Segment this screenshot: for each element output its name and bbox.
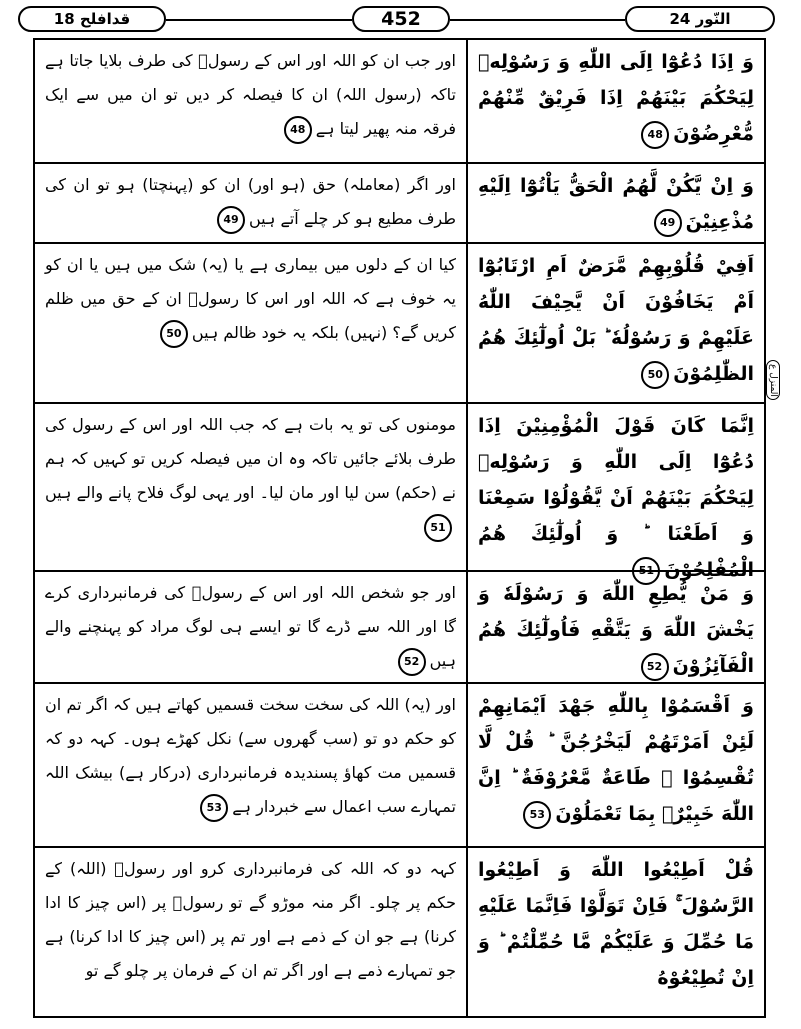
urdu-text: اور اگر (معاملہ) حق (ہو اور) ان کو (پہنچتا) ہو تو ان کی طرف مطیع ہو کر چلے آتے ہیں (45, 175, 456, 228)
urdu-text: مومنوں کی تو یہ بات ہے کہ جب اللہ اور اس کے رسول کی طرف بلائے جائیں تاکہ وہ ان میں فیصلہ کریں تو کہیں کہ ہم نے (حکم) سن لیا اور مان لیا۔ اور یہی لوگ فلاح پانے والے ہیں (45, 415, 456, 502)
verse-row-52 (35, 572, 764, 684)
verse-row-51 (35, 404, 764, 581)
arabic-verse (468, 848, 764, 1016)
ayah-number-marker: 53 (523, 801, 551, 829)
urdu-translation (35, 572, 466, 682)
header-line-left (166, 19, 352, 21)
verse-row-53 (35, 684, 764, 848)
urdu-translation (35, 684, 466, 846)
arabic-verse (468, 684, 764, 846)
page-header (0, 0, 801, 38)
urdu-text: کیا ان کے دلوں میں بیماری ہے یا (یہ) شک میں ہیں یا ان کو یہ خوف ہے کہ اللہ اور اس کا رسولؐ ان کے حق میں ظلم کریں گے؟ (نہیں) بلکہ یہ خود ظالم ہیں (45, 255, 456, 342)
ayah-number-marker: 48 (641, 121, 669, 149)
ayah-number-marker: 49 (217, 206, 245, 234)
urdu-translation (35, 848, 466, 1016)
header-line-right (450, 19, 625, 21)
ayah-number-marker: 49 (654, 209, 682, 237)
surah-label: النّور 24 (625, 6, 775, 32)
ayah-number-marker: 50 (160, 320, 188, 348)
arabic-text: اِنَّمَا كَانَ قَوْلَ الْمُؤْمِنِيْنَ اِذَا دُعُوْٓا اِلَى اللّٰهِ وَ رَسُوْلِهٖ لِيَحْكُمَ بَيْنَهُمْ اَنْ يَّقُوْلُوْا سَمِعْنَا وَ اَطَعْنَا ؕ وَ اُولٰٓئِكَ هُمُ الْمُفْلِحُوْنَ (478, 415, 754, 581)
arabic-verse (468, 404, 764, 581)
ayah-number-marker: 52 (398, 648, 426, 676)
urdu-translation (35, 40, 466, 162)
arabic-text: وَ اِذَا دُعُوْٓا اِلَى اللّٰهِ وَ رَسُوْلِهٖ لِيَحْكُمَ بَيْنَهُمْ اِذَا فَرِيْقٌ مِّنْهُمْ مُّعْرِضُوْنَ (478, 51, 754, 145)
arabic-text: اَفِيْ قُلُوْبِهِمْ مَّرَضٌ اَمِ ارْتَابُوْٓا اَمْ يَخَافُوْنَ اَنْ يَّحِيْفَ اللّٰهُ عَلَيْهِمْ وَ رَسُوْلُهٗ ؕ بَلْ اُولٰٓئِكَ هُمُ الظّٰلِمُوْنَ (478, 255, 754, 385)
arabic-verse (468, 572, 764, 682)
verse-row-50 (35, 244, 764, 404)
urdu-text: اور جو شخص اللہ اور اس کے رسولؐ کی فرمانبرداری کرے گا اور اللہ سے ڈرے گا تو ایسے ہی لوگ مراد کو پہنچنے والے ہیں (45, 583, 456, 670)
ayah-number-marker: 51 (632, 557, 660, 585)
arabic-text: قُلْ اَطِيْعُوا اللّٰهَ وَ اَطِيْعُوا الرَّسُوْلَ ۚ فَاِنْ تَوَلَّوْا فَاِنَّمَا عَلَيْهِ مَا حُمِّلَ وَ عَلَيْكُمْ مَّا حُمِّلْتُمْ ؕ وَ اِنْ تُطِيْعُوْهُ (478, 859, 754, 989)
ayah-number-marker: 51 (424, 514, 452, 542)
juz-label: قدافلح 18 (18, 6, 166, 32)
urdu-text: کہہ دو کہ اللہ کی فرمانبرداری کرو اور رسولؐ (اللہ) کے حکم پر چلو۔ اگر منہ موڑو گے تو رسولؐ پر (اس چیز کا ادا کرنا) ہے جو ان کے ذمے ہے اور تم پر (اس چیز کا ادا کرنا) ہے جو تمہارے ذمے ہے اور اگر تم ان کے فرمان پر چلو گے تو (45, 859, 456, 980)
arabic-text: وَ اِنْ يَّكُنْ لَّهُمُ الْحَقُّ يَاْتُوْٓا اِلَيْهِ مُذْعِنِيْنَ (478, 175, 754, 233)
ayah-number-marker: 52 (641, 653, 669, 681)
arabic-verse (468, 164, 764, 242)
manzil-side-mark: المنزل ع (766, 360, 780, 400)
arabic-verse (468, 40, 764, 162)
verse-row-49 (35, 164, 764, 244)
urdu-text: اور (یہ) اللہ کی سخت سخت قسمیں کھاتے ہیں کہ اگر تم ان کو حکم دو تو (سب گھروں سے) نکل کھڑے ہوں۔ کہہ دو کہ قسمیں مت کھاؤ پسندیدہ فرمانبرداری (درکار ہے) بیشک اللہ تمہارے سب اعمال سے خبردار ہے (45, 695, 456, 816)
arabic-verse (468, 244, 764, 402)
ayah-number-marker: 50 (641, 361, 669, 389)
ayah-number-marker: 48 (284, 116, 312, 144)
verse-row-48 (35, 40, 764, 164)
ayah-number-marker: 53 (200, 794, 228, 822)
urdu-translation (35, 244, 466, 402)
urdu-translation (35, 404, 466, 570)
arabic-text: وَ مَنْ يُّطِعِ اللّٰهَ وَ رَسُوْلَهٗ وَ يَخْشَ اللّٰهَ وَ يَتَّقْهِ فَاُولٰٓئِكَ هُمُ الْفَآئِزُوْنَ (478, 583, 754, 677)
urdu-text: اور جب ان کو اللہ اور اس کے رسولؐ کی طرف بلایا جاتا ہے تاکہ (رسول اللہ) ان کا فیصلہ کر دیں تو ان میں سے ایک فرقہ منہ پھیر لیتا ہے (45, 51, 456, 138)
urdu-translation (35, 164, 466, 242)
page-number: 452 (352, 6, 450, 32)
arabic-text: وَ اَقْسَمُوْا بِاللّٰهِ جَهْدَ اَيْمَانِهِمْ لَئِنْ اَمَرْتَهُمْ لَيَخْرُجُنَّ ؕ قُلْ لَّا تُقْسِمُوْا ۚ طَاعَةٌ مَّعْرُوْفَةٌ ؕ اِنَّ اللّٰهَ خَبِيْرٌۢ بِمَا تَعْمَلُوْنَ (478, 695, 754, 825)
verse-row-54 (35, 848, 764, 1016)
